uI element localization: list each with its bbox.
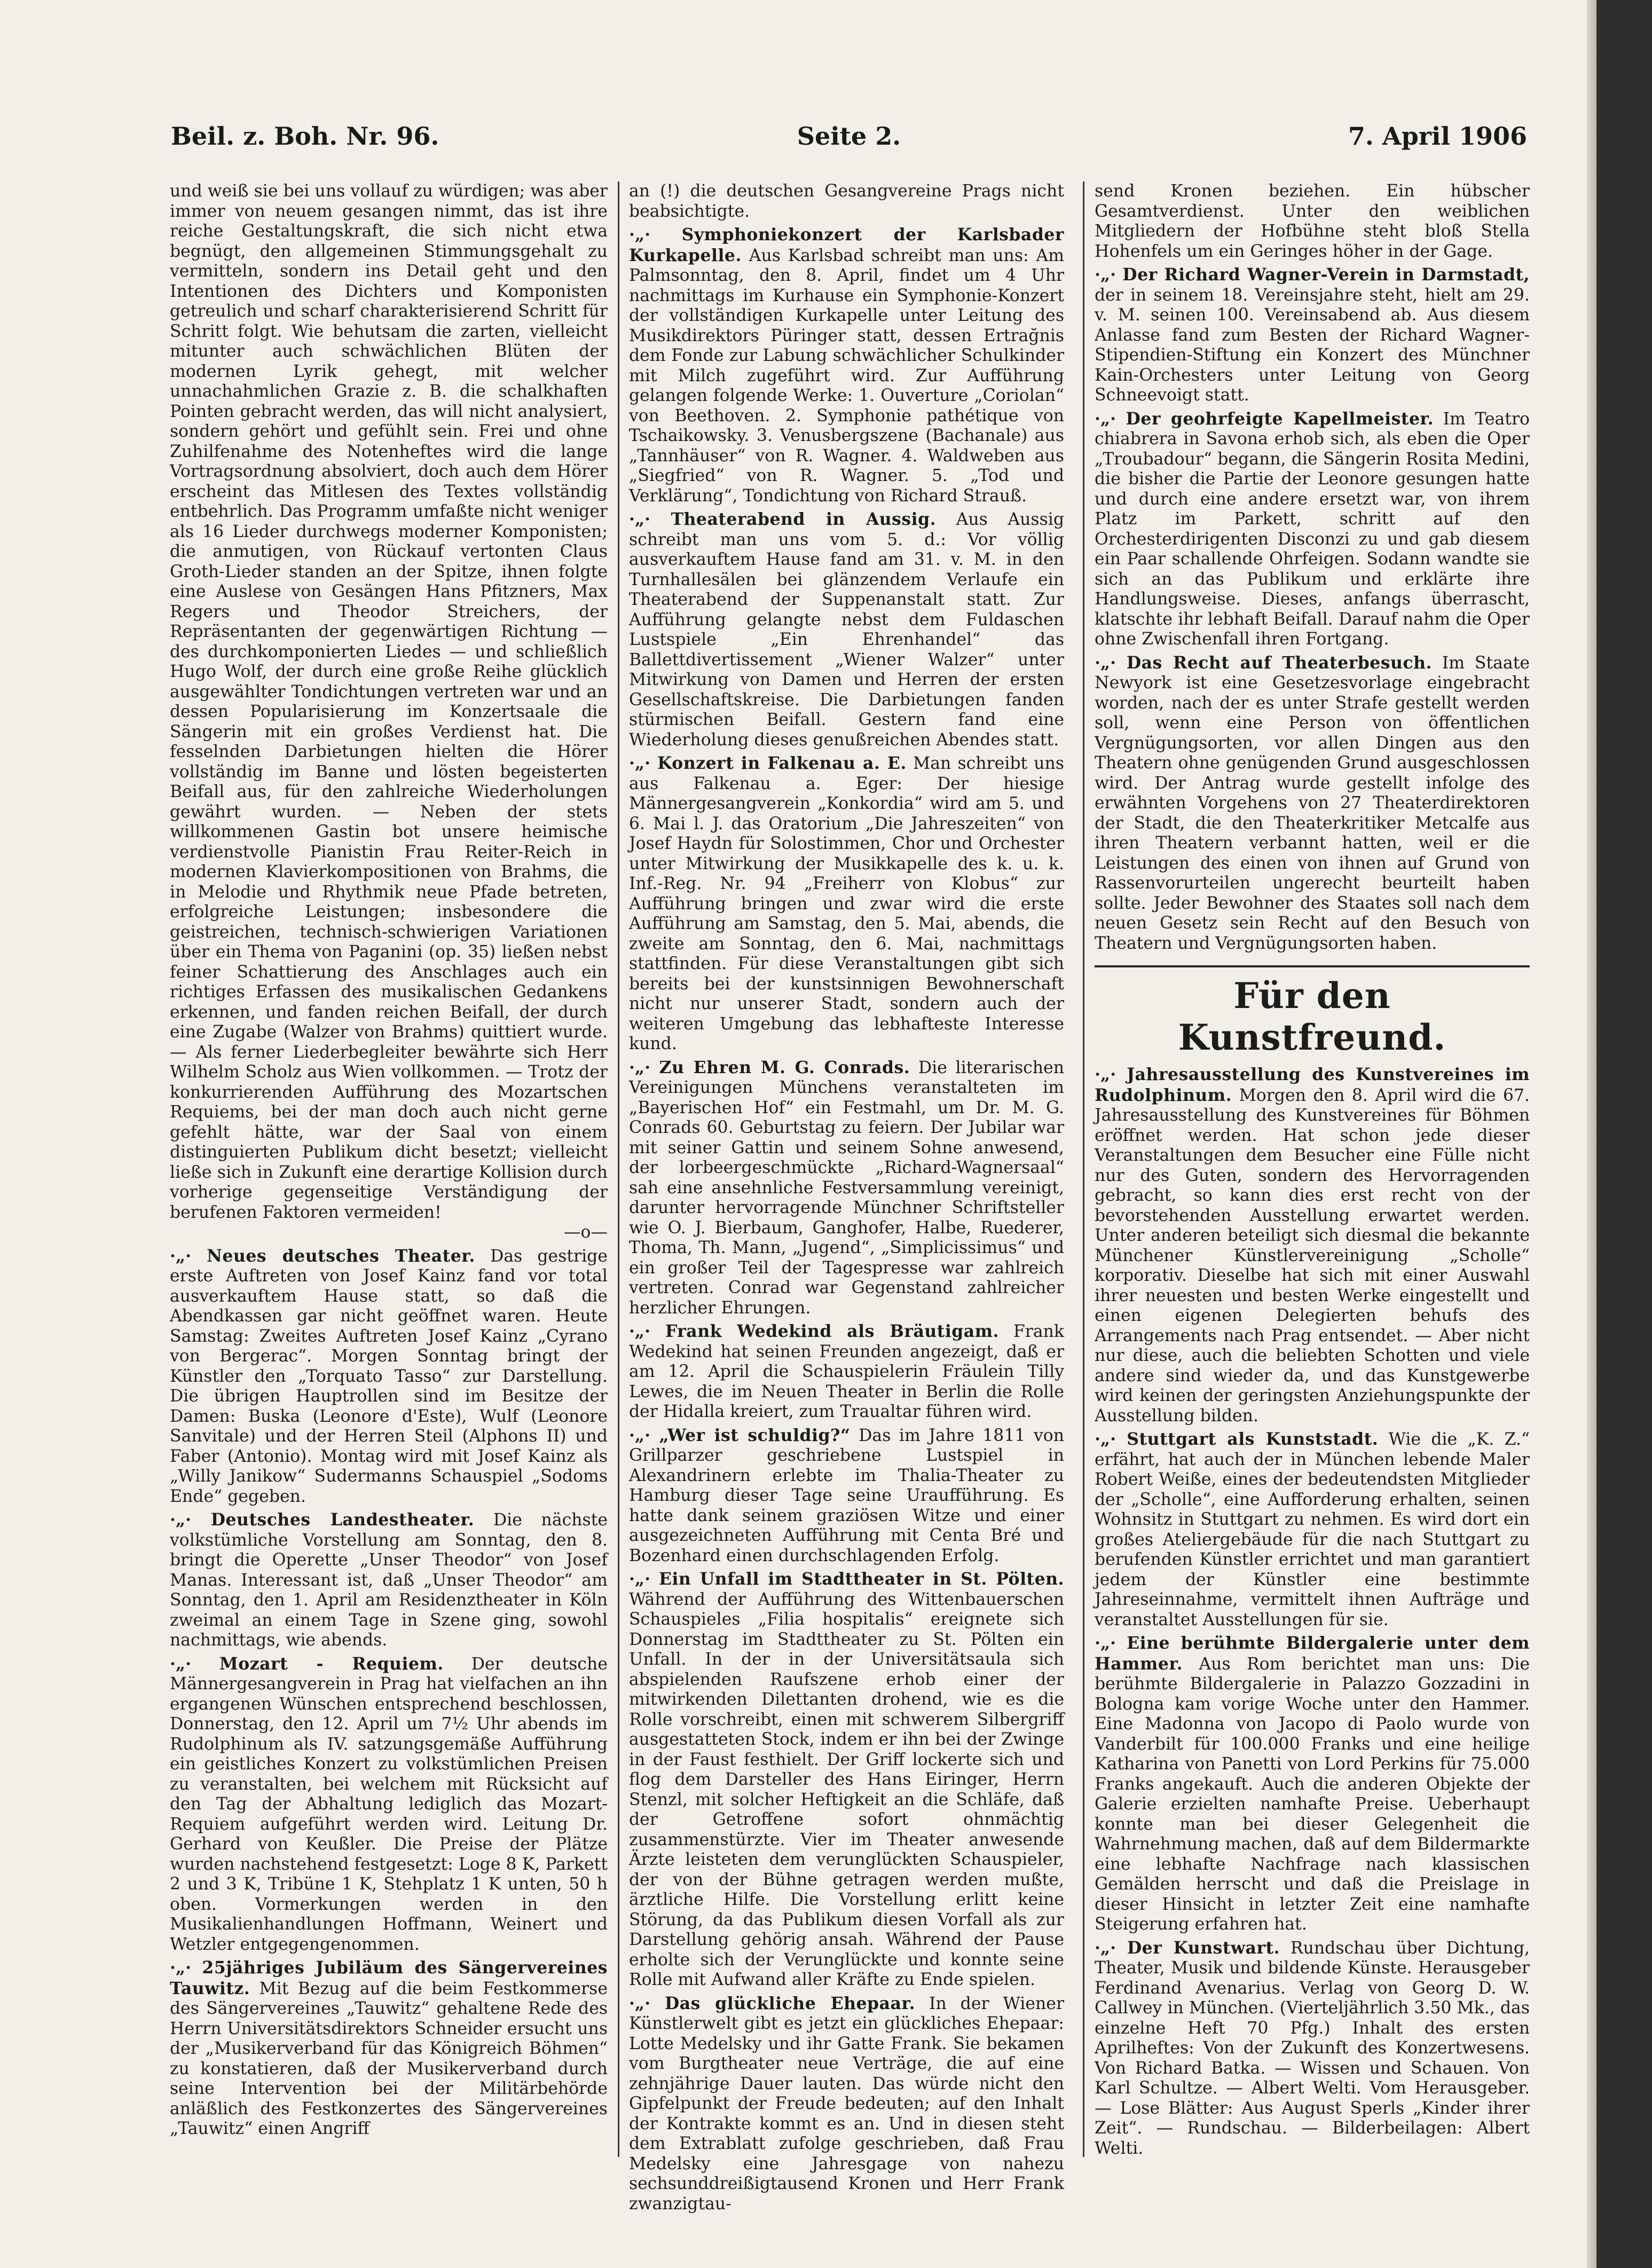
article-paragraph: [1095, 265, 1530, 406]
article-headline: Symphoniekonzert der Karlsbader Kurkapelle.: [629, 225, 1064, 265]
article-body: Frank Wedekind hat seinen Freunden angezeigt, daß er am 12. April die Schauspielerin Fräulein Tilly Lewes, die im Neuen Theater in Berlin die Rolle der Hidalla kreiert, zum Traualtar führen wird.: [629, 1322, 1064, 1421]
page-number: Seite 2.: [797, 122, 901, 151]
article-headline: Der geohrfeigte Kapellmeister.: [1126, 408, 1434, 429]
article-paragraph: [1095, 1938, 1530, 2159]
article-paragraph: [1095, 409, 1530, 650]
article-body: Während der Aufführung des Wittenbauerschen Schauspieles „Filia hospitalis“ ereignete sich Donnerstag im Stadttheater zu St. Pölten ein Unfall. In der in der Universitätsaula sich abspielenden Raufszene erhob einer der mitwirkenden Dilettanten drohend, wie es die Rolle vorschreibt, einen mit schwerem Silbergriff ausgestatteten Stock, indem er ihn bei der Zwinge in der Faust festhielt. Der Griff lockerte sich und flog dem Darsteller des Hans Eiringer, Herrn Stenzl, mit solcher Heftigkeit an die Schläfe, daß der Getroffene sofort ohnmächtig zusammenstürzte. Vier im Theater anwesende Ärzte leisteten dem verunglückten Schauspieler, der von der Bühne getragen werden mußte, ärztliche Hilfe. Die Vorstellung erlitt keine Störung, da das Publikum diesen Vorfall als zur Darstellung gehörig ansah. Während der Pause erholte sich der Verunglückte und konnte seine Rolle mit Aufwand aller Kräfte zu Ende spielen.: [629, 1589, 1064, 1989]
article-body: Mit Bezug auf die beim Festkommerse des Sängervereines „Tauwitz“ gehaltene Rede des Herrn Universitätsdirektors Schneider ersucht uns der „Musikerverband für das Königreich Böhmen“ zu konstatieren, daß der Musikerverband durch seine Intervention bei der Militärbehörde anläßlich des Festkonzertes des Sängervereines „Tauwitz“ einen Angriff: [170, 1979, 608, 2138]
article-ornament: ·„·: [629, 509, 671, 529]
article-paragraph: [1095, 182, 1530, 262]
column-rule: [1083, 182, 1084, 2157]
article-body: Aus Rom berichtet man uns: Die berühmte Bildergalerie in Palazzo Gozzadini in Bologna kam vorige Woche unter den Hammer. Eine Madonna von Jacopo di Paolo wurde von Vanderbilt für 100.000 Franks und eine heilige Katharina von Panetti von Lord Perkins für 75.000 Franks angekauft. Auch die anderen Objekte der Galerie erzielten namhafte Preise. Ueberhaupt konnte man bei dieser Gelegenheit die Wahrnehmung machen, daß auf dem Bildermarkte eine lebhafte Nachfrage nach klassischen Gemälden herrscht und daß die Preislage in dieser Hinsicht in letzter Zeit eine namhafte Steigerung erfahren hat.: [1095, 1654, 1530, 1934]
article-paragraph: [1095, 1633, 1530, 1935]
kunstfreund-section: [1095, 1065, 1530, 2159]
article-paragraph: [629, 1994, 1064, 2215]
article-body: send Kronen beziehen. Ein hübscher Gesamtverdienst. Unter den weiblichen Mitgliedern der Hofbühne steht bloß Stella Hohenfels um ein Geringes höher in der Gage.: [1095, 182, 1530, 261]
article-headline: Theaterabend in Aussig.: [671, 509, 937, 529]
article-headline: Das glückliche Ehepaar.: [664, 1993, 916, 2013]
article-body: Das gestrige erste Auftreten von Josef Kainz fand vor total ausverkauftem Hause statt, so daß die Abendkassen gar nicht geöffnet waren. Heute Samstag: Zweites Auftreten Josef Kainz „Cyrano von Bergerac“. Morgen Sonntag bringt der Künstler den „Torquato Tasso“ zur Darstellung. Die übrigen Hauptrollen sind im Besitze der Damen: Buska (Leonore d'Este), Wulf (Leonore Sanvitale) und der Herren Steil (Alphons II) und Faber (Antonio). Montag wird mit Josef Kainz als „Willy Janikow“ Sudermanns Schauspiel „Sodoms Ende“ gegeben.: [170, 1246, 608, 1506]
section-title: Für den Kunstfreund.: [1178, 975, 1446, 1058]
article-paragraph: [629, 1569, 1064, 1990]
article-headline: Mozart - Requiem.: [219, 1653, 444, 1674]
article-headline: Stuttgart als Kunststadt.: [1127, 1429, 1379, 1449]
article-ornament: ·„·: [629, 1321, 665, 1341]
article-body: In der Wiener Künstlerwelt gibt es jetzt ein glückliches Ehepaar: Lotte Medelsky und ihr Gatte Frank. Sie bekamen vom Burgtheater neue Verträge, die auf eine zehnjährige Dauer lauten. Das würde nicht den Gipfelpunkt der Freude bedeuten; auf den Inhalt der Kontrakte kommt es an. Und in diesen steht dem Extrablatt zufolge geschrieben, daß Frau Medelsky eine Jahresgage von nahezu sechsunddreißigtausend Kronen und Herr Frank zwanzigtau-: [629, 1994, 1065, 2214]
article-paragraph: [629, 1058, 1064, 1319]
article-headline: Der Kunstwart.: [1127, 1938, 1280, 1958]
running-header: [171, 122, 1527, 164]
article-headline: Ein Unfall im Stadttheater in St. Pölten.: [658, 1569, 1064, 1589]
article-ornament: ·„·: [629, 225, 682, 245]
section-rule: [1095, 965, 1530, 967]
article-paragraph: [629, 182, 1064, 222]
article-paragraph: [170, 1654, 608, 1955]
article-ornament: ·„·: [1095, 1429, 1127, 1449]
article-ornament: ·„·: [629, 1425, 659, 1445]
article-paragraph: [1095, 653, 1530, 954]
article-body: der in seinem 18. Vereinsjahre steht, hielt am 29. v. M. seinen 100. Vereinsabend ab. Aus diesem Anlasse fand zum Besten der Richard Wagner-Stipendien-Stiftung ein Konzert des Münchner Kain-Orchesters unter Leitung von Georg Schneevoigt statt.: [1095, 285, 1530, 405]
article-body: Die literarischen Vereinigungen Münchens veranstalteten im „Bayerischen Hof“ ein Festmahl, um Dr. M. G. Conrads 60. Geburtstag zu feiern. Der Jubilar war mit seiner Gattin und seinem Sohne anwesend, der lorbeergeschmückte „Richard-Wagnersaal“ sah eine ansehnliche Festversammlung vereinigt, darunter hervorragende Münchner Schriftsteller wie O. J. Bierbaum, Ganghofer, Halbe, Ruederer, Thoma, Th. Mann, „Jugend“, „Simplicissimus“ und ein großer Teil der Tagespresse war zahlreich vertreten. Conrad war Gegenstand zahlreicher herzlicher Ehrungen.: [629, 1058, 1064, 1318]
article-ornament: ·„·: [629, 753, 658, 773]
article-headline: Der Richard Wagner-Verein in Darmstadt,: [1122, 265, 1530, 285]
article-paragraph: [1095, 1429, 1530, 1630]
article-ornament: ·„·: [629, 1993, 665, 2013]
article-headline: Zu Ehren M. G. Conrads.: [659, 1057, 910, 1077]
article-paragraph: [1095, 1065, 1530, 1426]
article-ornament: ·„·: [1095, 408, 1126, 429]
author-signature: —o—: [564, 1223, 608, 1242]
article-headline: Deutsches Landestheater.: [210, 1510, 475, 1530]
article-headline: Jahresausstellung des Kunstvereines im Rudolphinum.: [1095, 1065, 1530, 1105]
article-body: und weiß sie bei uns vollauf zu würdigen; was aber immer von neuem gesangen nimmt, das ist ihre reiche Gestaltungskraft, die sich nicht etwa begnügt, den allgemeinen Stimmungsgehalt zu vermitteln, sondern ins Detail geht und den Intentionen des Dichters und Komponisten getreulich und scharf charakterisierend Schritt für Schritt folgt. Wie behutsam die zarten, vielleicht mitunter auch schwächlichen Blüten der modernen Lyrik gehegt, mit welcher unnachahmlichen Grazie z. B. die schalkhaften Pointen gebracht werden, das will nicht analysiert, sondern gehört und gefühlt sein. Frei und ohne Zuhilfenahme des Notenheftes wird die lange Vortragsordnung absolviert, doch auch dem Hörer erscheint das Mitlesen des Textes vollständig entbehrlich. Das Programm umfaßte nicht weniger als 16 Lieder durchwegs moderner Komponisten; die anmutigen, von Rückauf vertonten Claus Groth-Lieder standen an der Spitze, ihnen folgte eine Auslese von Gesängen Hans Pfitzners, Max Regers und Theodor Streichers, der Repräsentanten der gegenwärtigen Richtung — des durchkomponierten Liedes — und schließlich Hugo Wolf, der durch eine große Reihe glücklich ausgewählter Tondichtungen vertreten war und an dessen Popularisierung im Konzertsaale die Sängerin mit ein großes Verdienst hat. Die fesselnden Darbietungen hielten die Hörer vollständig im Banne und lösten begeisterten Beifall aus, für den zahlreiche Wiederholungen gewährt wurden. — Neben der stets willkommenen Gastin bot unsere heimische verdienstvolle Pianistin Frau Reiter-Reich in modernen Klavierkompositionen von Brahms, die in Melodie und Rhythmik neue Pfade betreten, erfolgreiche Leistungen; insbesondere die geistreichen, technisch-schwierigen Variationen über ein Thema von Paganini (op. 35) ließen nebst feiner Schattierung des Anschlages auch ein richtiges Erfassen des musikalischen Gedankens erkennen, und fanden reichen Beifall, der durch eine Zugabe (Walzer von Brahms) quittiert wurde. — Als ferner Liederbegleiter bewährte sich Herr Wilhelm Scholz aus Wien vollkommen. — Trotz der konkurrierenden Aufführung des Mozartschen Requiems, bei der man doch auch nicht gerne gefehlt hätte, war der Saal von einem distinguierten Publikum dicht besetzt; vielleicht ließe sich in Zukunft eine derartige Kollision durch vorherige gegenseitige Verständigung der berufenen Faktoren vermeiden!: [170, 182, 608, 1222]
article-paragraph: [170, 1958, 608, 2139]
article-headline: „Wer ist schuldig?“: [659, 1425, 851, 1445]
column-rule: [618, 182, 619, 2157]
article-body: Morgen den 8. April wird die 67. Jahresausstellung des Kunstvereines für Böhmen eröffnet werden. Hat schon jede dieser Veranstaltungen dem Besucher eine Fülle nicht nur des Guten, sondern des Hervorragenden gebracht, so kann dies erst recht von der bevorstehenden Ausstellung erwartet werden. Unter anderen beteiligt sich diesmal die bekannte Münchener Künstlervereinigung „Scholle“ korporativ. Dieselbe hat sich mit einer Auswahl ihrer neuesten und besten Werke eingestellt und einen eigenen Delegierten behufs des Arrangements nach Prag entsendet. — Aber nicht nur diese, auch die beliebten Schotten und viele andere sind wieder da, und das Kunstgewerbe wird keinen der geringsten Anziehungspunkte der Ausstellung bilden.: [1095, 1085, 1530, 1426]
article-body: Man schreibt uns aus Falkenau a. Eger: Der hiesige Männergesangverein „Konkordia“ wird am 5. und 6. Mai l. J. das Oratorium „Die Jahreszeiten“ von Josef Haydn für Solostimmen, Chor und Orchester unter Mitwirkung der Musikkapelle des k. u. k. Inf.-Reg. Nr. 94 „Freiherr von Klobus“ zur Aufführung bringen und zwar wird die erste Aufführung am Samstag, den 5. Mai, abends, die zweite am Sonntag, den 6. Mai, nachmittags stattfinden. Für diese Veranstaltungen gibt sich bereits bei der kunstsinnigen Bewohnerschaft nicht nur unserer Stadt, sondern auch der weiteren Umgebung das lebhafteste Interesse kund.: [629, 754, 1064, 1053]
article-headline: 25jähriges Jubiläum des Sängervereines Tauwitz.: [170, 1958, 608, 1998]
scan-edge: [1587, 0, 1596, 2268]
issue-date: 7. April 1906: [1348, 122, 1527, 151]
article-body: Im Teatro chiabrera in Savona erhob sich, als eben die Oper „Troubadour“ begann, die Sängerin Rosita Medini, die bisher die Partie der Leonore gesungen hatte und durch eine andere ersetzt war, von ihrem Platz im Parkett, schritt auf den Orchesterdirigenten Disconzi zu und gab diesem ein Paar schallende Ohrfeigen. Sodann wandte sie sich an das Publikum und erklärte ihre Handlungsweise. Dieses, anfangs überrascht, klatschte ihr lebhaft Beifall. Darauf nahm die Oper ohne Zwischenfall ihren Fortgang.: [1095, 409, 1530, 649]
article-paragraph: [170, 182, 608, 1243]
article-ornament: ·„·: [1095, 1633, 1127, 1653]
article-paragraph: [629, 1321, 1064, 1422]
article-headline: Frank Wedekind als Bräutigam.: [665, 1321, 1000, 1341]
article-ornament: ·„·: [1095, 1065, 1127, 1084]
article-body: Der deutsche Männergesangverein in Prag hat vielfachen an ihn ergangenen Wünschen entsprechend beschlossen, Donnerstag, den 12. April um 7½ Uhr abends im Rudolphinum als IV. satzungsgemäße Aufführung ein geistliches Konzert zu volkstümlichen Preisen zu veranstalten, bei welchem mit Rücksicht auf den Tag der Abhaltung lediglich das Mozart-Requiem aufgeführt werden wird. Leitung Dr. Gerhard von Keußler. Die Preise der Plätze wurden nachstehend festgesetzt: Loge 8 K, Parkett 2 und 3 K, Tribüne 1 K, Stehplatz 1 K unten, 50 h oben. Vormerkungen werden in den Musikalienhandlungen Hoffmann, Weinert und Wetzler entgegengenommen.: [170, 1654, 608, 1954]
article-ornament: ·„·: [1095, 1938, 1127, 1958]
article-body: Aus Aussig schreibt man uns vom 5. d.: Vor völlig ausverkauftem Hause fand am 31. v. M. in den Turnhallesälen bei glänzendem Verlaufe ein Theaterabend der Suppenanstalt statt. Zur Aufführung gelangte nebst dem Fuldaschen Lustspiele „Ein Ehrenhandel“ das Ballettdivertissement „Wiener Walzer“ unter Mitwirkung von Damen und Herren der ersten Gesellschaftskreise. Die Darbietungen fanden stürmischen Beifall. Gestern fand eine Wiederholung dieses genußreichen Abendes statt.: [629, 510, 1064, 750]
article-body: an (!) die deutschen Gesangvereine Prags nicht beabsichtigte.: [629, 182, 1064, 221]
article-paragraph: [629, 225, 1064, 506]
column-middle: [629, 182, 1065, 2214]
article-headline: Das Recht auf Theaterbesuch.: [1126, 652, 1432, 673]
article-body: Das im Jahre 1811 von Grillparzer geschriebene Lustspiel in Alexandrinern erlebte im Thalia-Theater zu Hamburg dieser Tage seine Uraufführung. Es hatte dank seinem graziösen Witze und einer ausgezeichneten Aufführung mit Centa Bré und Bozenhard einen durchschlagenden Erfolg.: [629, 1426, 1064, 1565]
article-paragraph: [629, 509, 1064, 750]
column-right: [1095, 182, 1530, 2157]
article-body: Rundschau über Dichtung, Theater, Musik und bildende Künste. Herausgeber Ferdinand Avenarius. Verlag von Georg D. W. Callwey in München. (Vierteljährlich 3.50 Mk., das einzelne Heft 70 Pfg.) Inhalt des ersten Aprilheftes: Von der Zukunft des Konzertwesens. Von Richard Batka. — Wissen und Schauen. Von Karl Schultze. — Albert Welti. Vom Herausgeber. — Lose Blätter: Aus August Sperls „Kinder ihrer Zeit“. — Rundschau. — Bilderbeilagen: Albert Welti.: [1095, 1938, 1530, 2158]
article-paragraph: [170, 1510, 608, 1651]
article-ornament: ·„·: [629, 1569, 659, 1589]
article-ornament: ·„·: [170, 1510, 211, 1530]
article-ornament: ·„·: [170, 1958, 202, 1978]
article-paragraph: [170, 1246, 608, 1507]
article-body: Die nächste volkstümliche Vorstellung am Sonntag, den 8. bringt die Operette „Unser Theodor“ von Josef Manas. Interessant ist, daß „Unser Theodor“ am Sonntag, den 1. April am Residenztheater in Köln zweimal an einem Tage in Szene ging, sowohl nachmittags, wie abends.: [170, 1510, 608, 1650]
article-ornament: ·„·: [1095, 652, 1127, 673]
article-headline: Konzert in Falkenau a. E.: [657, 753, 907, 773]
column-right-news: [1095, 182, 1530, 954]
article-body: Im Staate Newyork ist eine Gesetzesvorlage eingebracht worden, nach der es unter Strafe gestellt werden soll, wenn eine Person von öffentlichen Vergnügungsorten, vor allen Dingen aus den Theatern ohne genügenden Grund ausgeschlossen wird. Der Antrag wurde gestellt infolge des erwähnten Vorgehens von 27 Theaterdirektoren der Stadt, die den Theaterkritiker Metcalfe aus ihren Theatern verbannt hatten, weil er die Leistungen des einen von ihnen auf Grund von Rassenvorurteilen ungerecht beurteilt haben sollte. Jeder Bewohner des Staates soll nach dem neuen Gesetz sein Recht auf den Besuch von Theatern und Vergnügungsorten haben.: [1095, 653, 1530, 953]
supplement-number: Beil. z. Boh. Nr. 96.: [171, 122, 439, 151]
article-body: Aus Karlsbad schreibt man uns: Am Palmsonntag, den 8. April, findet um 4 Uhr nachmittags im Kurhause ein Symphonie-Konzert der vollständigen Kurkapelle unter Leitung des Musikdirektors Püringer statt, dessen Ertrağnis dem Fonde zur Labung schwächlicher Schulkinder mit Milch zugeführt wird. Zur Aufführung gelangen folgende Werke: 1. Ouverture „Coriolan“ von Beethoven. 2. Symphonie pathétique von Tschaikowsky. 3. Venusbergszene (Bachanale) aus „Tannhäuser“ von R. Wagner. 4. Waldweben aus „Siegfried“ von R. Wagner. 5. „Tod und Verklärung“, Tondichtung von Richard Strauß.: [629, 246, 1064, 506]
article-ornament: ·„·: [629, 1057, 659, 1077]
article-paragraph: [629, 1426, 1064, 1566]
article-ornament: ·„·: [1095, 265, 1123, 285]
article-body: Wie die „K. Z.“ erfährt, hat auch der in München lebende Maler Robert Weiße, eines der bedeutendsten Mitglieder der „Scholle“, eine Aufforderung erhalten, seinen Wohnsitz in Stuttgart zu nehmen. Es wird dort ein großes Ateliergebäude für die nach Stuttgart zu berufenden Künstler errichtet und man garantiert jedem der Künstler eine bestimmte Jahreseinnahme, vermittelt ihnen Aufträge und veranstaltet Ausstellungen für sie.: [1095, 1430, 1530, 1629]
article-headline: Neues deutsches Theater.: [207, 1246, 475, 1266]
article-ornament: ·„·: [170, 1653, 219, 1674]
article-headline: Eine berühmte Bildergalerie unter dem Hammer.: [1095, 1633, 1530, 1674]
column-left: [170, 182, 608, 2157]
article-ornament: ·„·: [170, 1246, 207, 1266]
article-paragraph: [629, 753, 1064, 1054]
